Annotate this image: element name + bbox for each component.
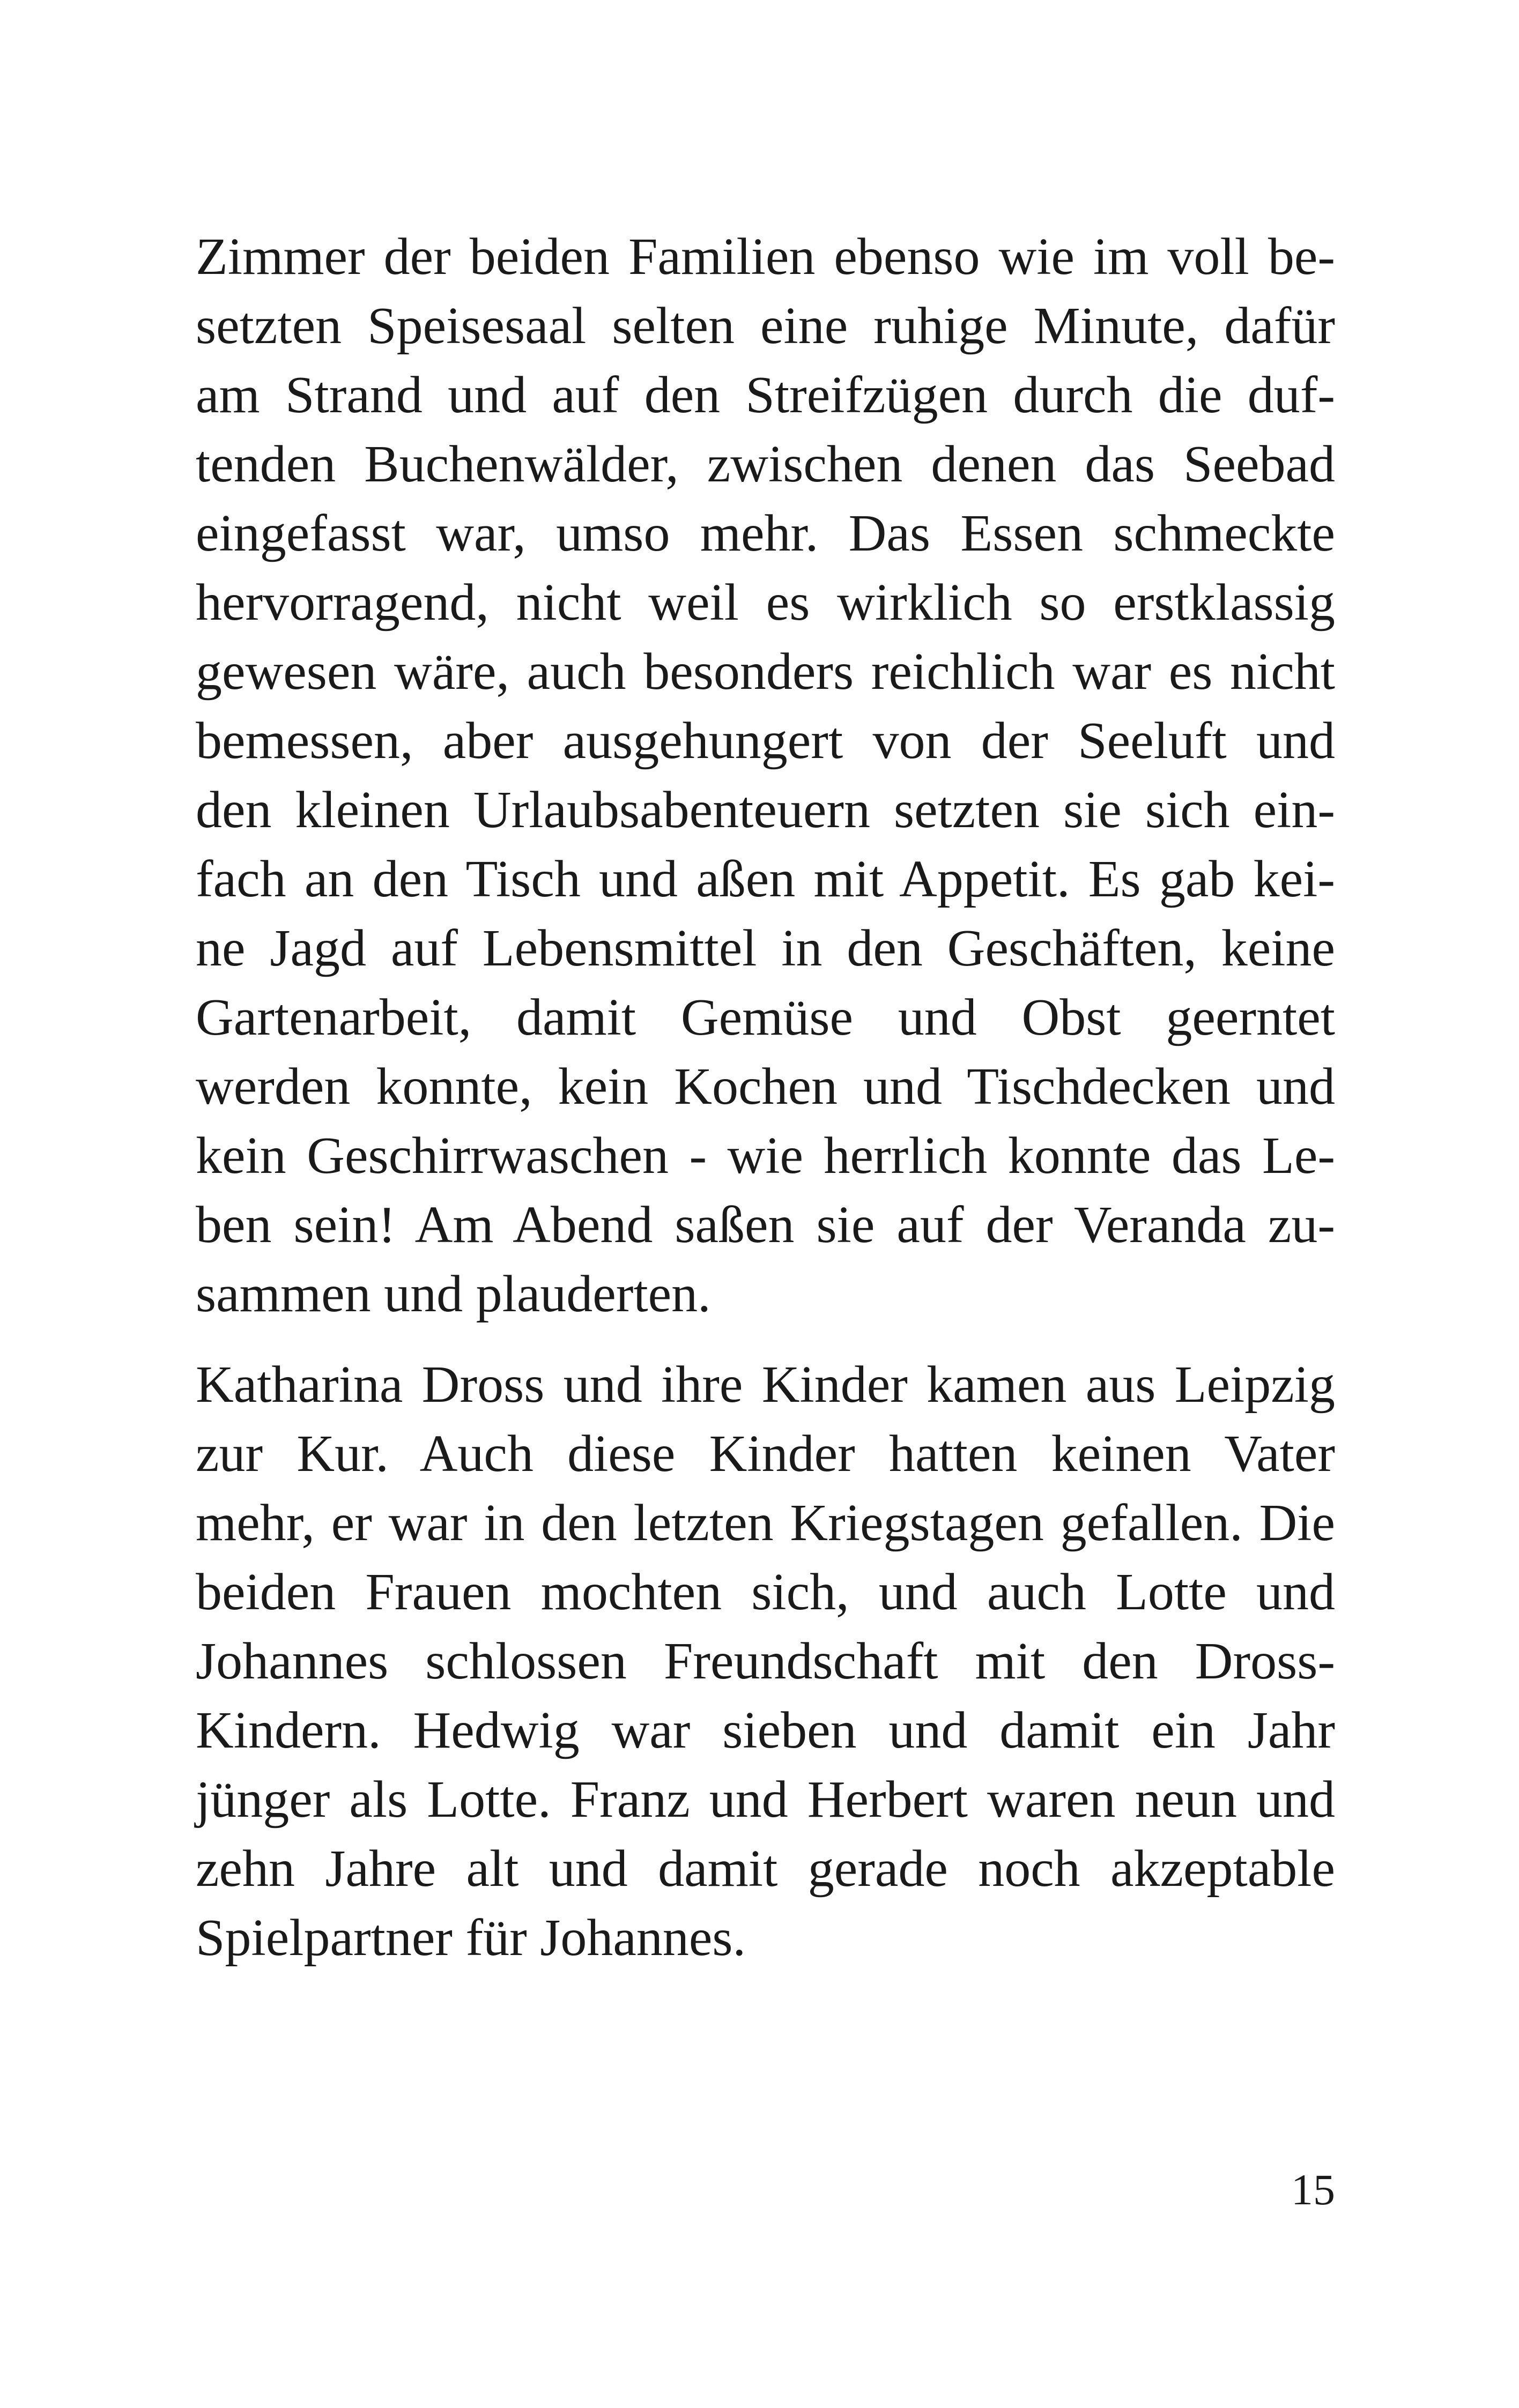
text-line: fach an den Tisch und aßen mit Appetit. Es gab kei- <box>196 850 1335 908</box>
text-line: Katharina Dross und ihre Kinder kamen aus Leipzig <box>196 1356 1335 1414</box>
text-line: mehr, er war in den letzten Kriegstagen gefallen. Die <box>196 1494 1335 1552</box>
text-line: tenden Buchenwälder, zwischen denen das Seebad <box>196 435 1335 493</box>
text-line: beiden Frauen mochten sich, und auch Lotte und <box>196 1563 1335 1621</box>
text-line: bemessen, aber ausgehungert von der Seeluft und <box>196 712 1335 770</box>
text-line: zehn Jahre alt und damit gerade noch akzeptable <box>196 1840 1335 1898</box>
paragraph-1 <box>196 222 1335 1329</box>
paragraph-2 <box>196 1350 1335 1973</box>
text-line: am Strand und auf den Streifzügen durch die duf- <box>196 366 1335 424</box>
text-line: gewesen wäre, auch besonders reichlich war es nicht <box>196 643 1335 701</box>
text-line: Gartenarbeit, damit Gemüse und Obst geerntet <box>196 989 1335 1046</box>
text-line: eingefasst war, umso mehr. Das Essen schmeckte <box>196 504 1335 562</box>
text-line: jünger als Lotte. Franz und Herbert waren neun und <box>196 1771 1335 1829</box>
text-line: setzten Speisesaal selten eine ruhige Minute, dafür <box>196 297 1335 355</box>
text-line: kein Geschirrwaschen - wie herrlich konnte das Le- <box>196 1127 1335 1185</box>
text-line: ne Jagd auf Lebensmittel in den Geschäften, keine <box>196 919 1335 977</box>
text-line: hervorragend, nicht weil es wirklich so erstklassig <box>196 574 1335 631</box>
text-line: den kleinen Urlaubsabenteuern setzten sie sich ein- <box>196 781 1335 839</box>
body-text <box>196 222 1335 1973</box>
page-number: 15 <box>1291 2165 1335 2214</box>
text-line: sammen und plauderten. <box>196 1265 711 1323</box>
text-line: Spielpartner für Johannes. <box>196 1909 746 1967</box>
text-line: Kindern. Hedwig war sieben und damit ein Jahr <box>196 1701 1335 1759</box>
text-line: zur Kur. Auch diese Kinder hatten keinen Vater <box>196 1425 1335 1483</box>
text-line: Johannes schlossen Freundschaft mit den Dross- <box>196 1632 1335 1690</box>
text-line: werden konnte, kein Kochen und Tischdecken und <box>196 1058 1335 1116</box>
text-line: ben sein! Am Abend saßen sie auf der Veranda zu- <box>196 1196 1335 1254</box>
text-line: Zimmer der beiden Familien ebenso wie im voll be- <box>196 228 1335 286</box>
